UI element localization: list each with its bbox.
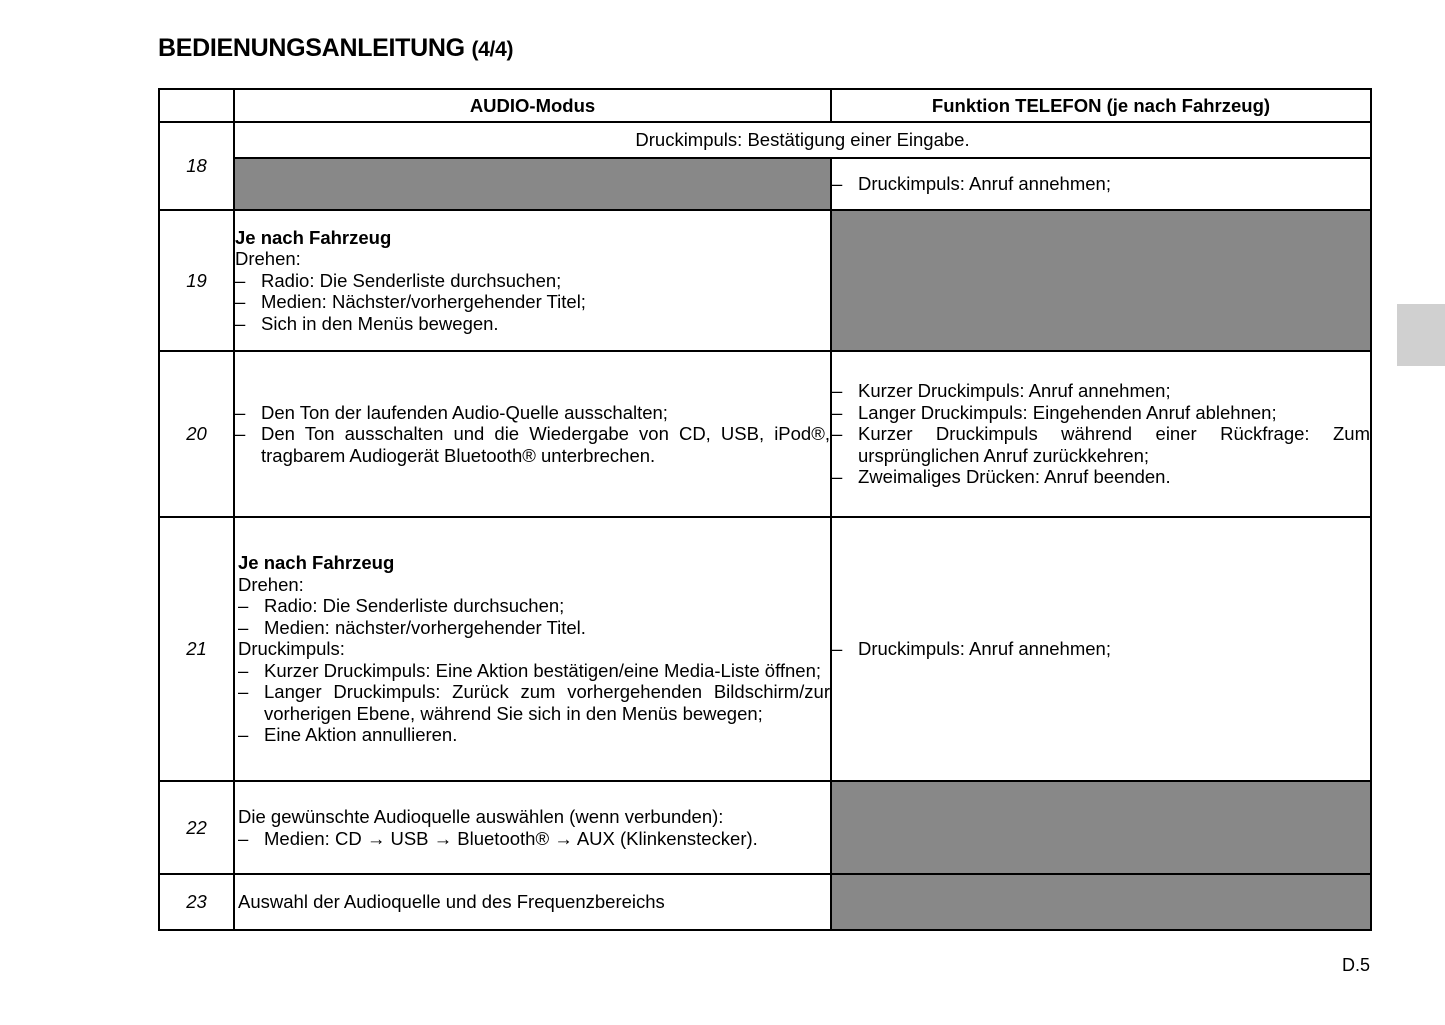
table-row [159, 210, 1371, 351]
audio-list [238, 828, 830, 850]
telefon-cell [831, 517, 1371, 781]
list-item: – Radio: Die Senderliste durchsuchen; [235, 270, 830, 292]
audio-cell: Auswahl der Audioquelle und des Frequenzbereichs [234, 874, 831, 930]
row-number: 19 [159, 210, 234, 351]
list-item: – Radio: Die Senderliste durchsuchen; [238, 595, 830, 617]
row-number: 18 [159, 122, 234, 210]
audio-cell [234, 210, 831, 351]
audio-heading: Je nach Fahrzeug [235, 226, 392, 248]
row-number: 22 [159, 781, 234, 874]
page-number: D.5 [1341, 955, 1370, 975]
controls-table [158, 88, 1372, 931]
audio-heading: Je nach Fahrzeug [238, 552, 395, 574]
row-number: 23 [159, 874, 234, 930]
list-item: – Medien: Nächster/vorhergehender Titel; [235, 291, 830, 313]
table-row [159, 351, 1371, 517]
header-telefon-function: Funktion TELEFON (je nach Fahrzeug) [831, 89, 1371, 122]
shaded-cell [831, 210, 1371, 351]
list-item: – Den Ton ausschalten und die Wiedergabe von CD, USB, iPod®, tragbarem Audiogerät Bluetooth® unterbrechen. [235, 423, 830, 466]
telefon-cell [831, 158, 1371, 210]
page-title-main: BEDIENUNGSANLEITUNG [158, 34, 465, 62]
section-side-tab [1397, 304, 1445, 366]
shaded-cell [234, 158, 831, 210]
list-item: – Zweimaliges Drücken: Anruf beenden. [832, 466, 1370, 488]
list-item: – Langer Druckimpuls: Zurück zum vorhergehenden Bildschirm/zur vorherigen Ebene, während Sie sich in den Menüs bewegen; [238, 681, 830, 724]
list-item: – Medien: CD → USB → Bluetooth® → AUX (Klinkenstecker). [238, 828, 830, 850]
row-number: 20 [159, 351, 234, 517]
audio-list [238, 595, 830, 638]
list-item: – Medien: nächster/vorhergehender Titel. [238, 617, 830, 639]
table-row [159, 874, 1371, 930]
list-item: – Kurzer Druckimpuls: Anruf annehmen; [832, 380, 1370, 402]
header-audio-mode: AUDIO-Modus [234, 89, 831, 122]
audio-cell [234, 351, 831, 517]
header-number [159, 89, 234, 122]
list-item: – Sich in den Menüs bewegen. [235, 313, 830, 335]
table-row [159, 158, 1371, 210]
shaded-cell [831, 781, 1371, 874]
list-item: – Den Ton der laufenden Audio-Quelle ausschalten; [235, 402, 830, 424]
shaded-cell [831, 874, 1371, 930]
table-row [159, 517, 1371, 781]
audio-intro: Drehen: [235, 248, 301, 270]
audio-list [235, 402, 830, 467]
page-title-suffix: (4/4) [471, 38, 514, 61]
audio-intro: Die gewünschte Audioquelle auswählen (wenn verbunden): [238, 806, 724, 827]
audio-list [235, 270, 830, 335]
telefon-cell [831, 351, 1371, 517]
audio-list-press [238, 660, 830, 746]
list-item: – Druckimpuls: Anruf annehmen; [832, 638, 1370, 660]
telefon-list [832, 380, 1370, 488]
telefon-list [832, 638, 1370, 660]
audio-intro-press: Druckimpuls: [238, 638, 345, 660]
page-title [158, 34, 513, 63]
audio-cell [234, 517, 831, 781]
list-item: – Langer Druckimpuls: Eingehenden Anruf ablehnen; [832, 402, 1370, 424]
table-row [159, 122, 1371, 158]
table-header-row [159, 89, 1371, 122]
table-row [159, 781, 1371, 874]
list-item: – Kurzer Druckimpuls: Eine Aktion bestätigen/eine Media-Liste öffnen; [238, 660, 830, 682]
audio-cell [234, 781, 831, 874]
audio-intro: Drehen: [238, 573, 304, 595]
row-shared-text: Druckimpuls: Bestätigung einer Eingabe. [234, 122, 1371, 158]
list-item: – Druckimpuls: Anruf annehmen; [832, 173, 1370, 195]
list-item: – Eine Aktion annullieren. [238, 724, 830, 746]
list-item: – Kurzer Druckimpuls während einer Rückfrage: Zum ursprünglichen Anruf zurückkehren; [832, 423, 1370, 466]
telefon-list [832, 173, 1370, 195]
row-number: 21 [159, 517, 234, 781]
